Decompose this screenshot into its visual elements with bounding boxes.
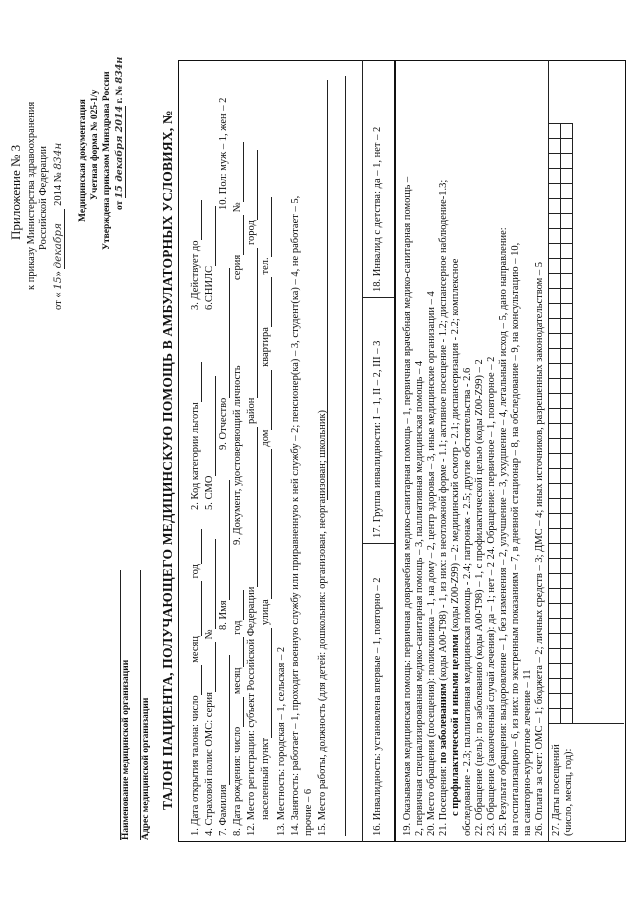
divider-mid bbox=[394, 60, 396, 842]
date-cell[interactable] bbox=[549, 289, 561, 304]
date-cell[interactable] bbox=[549, 484, 561, 499]
field-2 bbox=[190, 362, 202, 510]
field-10: 10. Пол: муж – 1, жен – 2 bbox=[218, 97, 229, 210]
date-cell[interactable] bbox=[561, 514, 573, 529]
line-21b bbox=[450, 259, 462, 816]
line-27b: (число, месяц, год): bbox=[563, 748, 574, 836]
date-cell[interactable] bbox=[549, 544, 561, 559]
date-cell[interactable] bbox=[561, 184, 573, 199]
field-8b-month-blank[interactable] bbox=[234, 637, 244, 667]
date-cell[interactable] bbox=[549, 184, 561, 199]
divider-17-18 bbox=[362, 297, 394, 298]
date-cell[interactable] bbox=[549, 649, 561, 664]
approved-number-prefix: г. № bbox=[115, 85, 125, 104]
field-7 bbox=[218, 655, 230, 836]
date-cell[interactable] bbox=[549, 154, 561, 169]
approved-date: 15 декабря 2014 bbox=[114, 105, 125, 199]
order-date-prefix: от « bbox=[53, 292, 64, 310]
date-cell[interactable] bbox=[549, 709, 561, 724]
date-cell[interactable] bbox=[561, 154, 573, 169]
field-3-label: 3. Действует до bbox=[190, 240, 201, 310]
date-cell[interactable] bbox=[561, 409, 573, 424]
date-cell[interactable] bbox=[549, 379, 561, 394]
date-cell[interactable] bbox=[549, 529, 561, 544]
field-12-region-blank[interactable] bbox=[248, 427, 258, 587]
field-12-city-label: город bbox=[246, 220, 257, 246]
field-9b-series bbox=[232, 142, 244, 280]
field-9b-no-label: № bbox=[232, 202, 243, 213]
date-cell[interactable] bbox=[561, 289, 573, 304]
field-4-label: 4. Страховой полис ОМС: серия bbox=[204, 692, 215, 836]
line-27a: 27. Даты посещений bbox=[551, 744, 562, 836]
field-4 bbox=[204, 539, 216, 836]
appendix-label: Приложение № 3 bbox=[8, 144, 23, 240]
field-1-label: 1. Дата открытия талона: число bbox=[190, 695, 201, 836]
date-cell[interactable] bbox=[561, 124, 573, 139]
order-line-2: Российской Федерации bbox=[38, 146, 49, 250]
line-21a-post: (коды А00-Т98) - 1, из них: в неотложной форме - 1.1; активное посещение - 1.2; диспансерное наблюдение-1.3; bbox=[438, 179, 449, 684]
field-1-day-blank[interactable] bbox=[192, 665, 202, 695]
date-cell[interactable] bbox=[549, 469, 561, 484]
date-cell[interactable] bbox=[549, 274, 561, 289]
approved-line bbox=[114, 57, 126, 210]
line-23: 23. Обращение (законченный случай лечения): да – 1; нет – 2 24. Обращение: первичное – 1, повторное – 2 bbox=[486, 356, 497, 836]
field-9b-series-blank[interactable] bbox=[234, 215, 244, 255]
field-12-street-blank[interactable] bbox=[262, 449, 272, 599]
field-9b-series-label: серия bbox=[232, 254, 243, 280]
date-cell[interactable] bbox=[561, 709, 573, 724]
date-cell[interactable] bbox=[561, 274, 573, 289]
field-8b-month-label: месяц bbox=[232, 667, 243, 695]
field-7-label: 7. Фамилия bbox=[218, 784, 229, 836]
date-cell[interactable] bbox=[561, 394, 573, 409]
date-cell[interactable] bbox=[561, 259, 573, 274]
field-5-blank[interactable] bbox=[206, 376, 216, 476]
field-4-series-blank[interactable] bbox=[206, 642, 216, 692]
field-12-phone-blank[interactable] bbox=[262, 197, 272, 257]
line-25b: на госпитализацию – 6, из них: по экстренным показаниям – 7, в дневной стационар – 8, на обследование – 9, на консультацию – 10, bbox=[510, 242, 521, 836]
date-cell[interactable] bbox=[549, 214, 561, 229]
date-cell[interactable] bbox=[561, 679, 573, 694]
field-9b bbox=[232, 366, 244, 546]
date-cell[interactable] bbox=[561, 169, 573, 184]
date-cell[interactable] bbox=[561, 319, 573, 334]
line-21c: обследование - 2.3; паллиативная медицинская помощь - 2.4; патронаж - 2.5; другие обстоятельства - 2.6 bbox=[462, 367, 473, 836]
field-2-label: 2. Код категории льготы bbox=[190, 402, 201, 510]
line-21a-bold: по заболеваниям bbox=[438, 683, 449, 764]
approved-by: Утверждена приказом Минздрава России bbox=[102, 71, 112, 250]
field-4-number-blank[interactable] bbox=[206, 539, 216, 629]
date-cell[interactable] bbox=[561, 649, 573, 664]
field-9a bbox=[218, 268, 230, 450]
line-21a bbox=[438, 180, 450, 836]
date-cell[interactable] bbox=[549, 499, 561, 514]
line-19b: 2, первичная специализированная медико-санитарная помощь – 3, паллиативная медицинская помощь – 4 bbox=[414, 360, 425, 836]
field-1 bbox=[190, 529, 202, 836]
visit-dates-row bbox=[561, 124, 573, 724]
order-month: декабря bbox=[52, 209, 65, 269]
field-3 bbox=[190, 201, 202, 311]
date-cell[interactable] bbox=[561, 199, 573, 214]
date-cell[interactable] bbox=[561, 214, 573, 229]
date-cell[interactable] bbox=[561, 544, 573, 559]
date-cell[interactable] bbox=[549, 199, 561, 214]
field-9b-label: 9. Документ, удостоверяющий личность bbox=[232, 365, 243, 545]
field-12-house-blank[interactable] bbox=[262, 370, 272, 430]
date-cell[interactable] bbox=[549, 454, 561, 469]
date-cell[interactable] bbox=[561, 454, 573, 469]
date-cell[interactable] bbox=[549, 229, 561, 244]
field-15: 15. Место работы, должность (для детей: дошкольник: организован, неорганизован; школьник) bbox=[317, 409, 328, 836]
date-cell[interactable] bbox=[561, 364, 573, 379]
divider-16-17 bbox=[362, 543, 394, 544]
date-cell[interactable] bbox=[561, 589, 573, 604]
field-15-blank[interactable] bbox=[327, 80, 328, 500]
date-cell[interactable] bbox=[549, 259, 561, 274]
date-cell[interactable] bbox=[549, 364, 561, 379]
field-12 bbox=[246, 150, 258, 836]
approved-number: 834н bbox=[114, 56, 125, 84]
line-25a: 25. Результат обращения: выздоровление – 1, без изменения – 2, улучшение – 3, ухудшение – 4, летальный исход – 5, дано направление: bbox=[498, 227, 509, 836]
field-1-month-blank[interactable] bbox=[192, 581, 202, 636]
approved-date-prefix: от bbox=[115, 200, 125, 210]
line-21a-pre: 21. Посещения: bbox=[438, 763, 449, 836]
date-cell[interactable] bbox=[549, 424, 561, 439]
date-cell[interactable] bbox=[561, 349, 573, 364]
field-6-blank[interactable] bbox=[206, 206, 216, 266]
date-cell[interactable] bbox=[561, 379, 573, 394]
visit-dates-row bbox=[549, 124, 561, 724]
field-12-house-label: дом bbox=[260, 429, 271, 447]
field-1-year-blank[interactable] bbox=[192, 529, 202, 564]
date-cell[interactable] bbox=[561, 694, 573, 709]
field-8b-year-label: год bbox=[232, 620, 243, 635]
field-12-district-blank[interactable] bbox=[248, 248, 258, 398]
field-4-no-label: № bbox=[204, 629, 215, 640]
field-9a-blank[interactable] bbox=[220, 268, 230, 398]
date-cell[interactable] bbox=[561, 304, 573, 319]
date-cell[interactable] bbox=[561, 619, 573, 634]
field-8 bbox=[218, 480, 230, 630]
date-cell[interactable] bbox=[561, 424, 573, 439]
field-5 bbox=[204, 376, 216, 510]
date-cell[interactable] bbox=[549, 574, 561, 589]
date-cell[interactable] bbox=[549, 589, 561, 604]
form-title: ТАЛОН ПАЦИЕНТА, ПОЛУЧАЮЩЕГО МЕДИЦИНСКУЮ ПОМОЩЬ В АМБУЛАТОРНЫХ УСЛОВИЯХ, № bbox=[160, 110, 175, 810]
date-cell[interactable] bbox=[549, 559, 561, 574]
date-cell[interactable] bbox=[561, 334, 573, 349]
divider-upper bbox=[362, 60, 363, 842]
field-17: 17. Группа инвалидности: I – 1, II – 2, III – 3 bbox=[372, 340, 383, 538]
field-12-city-blank[interactable] bbox=[248, 150, 258, 220]
field-8b-day-blank[interactable] bbox=[234, 697, 244, 727]
field-12-street-label: улица bbox=[260, 599, 271, 626]
field-8b-year-blank[interactable] bbox=[234, 591, 244, 621]
order-date-line: от « 15» декабря 2014 № 834н bbox=[52, 142, 64, 310]
line-20: 20. Место обращения (посещения): поликлиника – 1, на дому – 2, центр здоровья – 3, иные медицинские организации – 4 bbox=[426, 291, 437, 836]
date-cell[interactable] bbox=[561, 439, 573, 454]
date-cell[interactable] bbox=[549, 169, 561, 184]
date-cell[interactable] bbox=[561, 529, 573, 544]
date-cell[interactable] bbox=[561, 469, 573, 484]
date-cell[interactable] bbox=[549, 334, 561, 349]
line-22: 22. Обращение (цель): по заболеванию (коды А00-Т98) – 1, с профилактической целью (коды Z00-Z99) – 2 bbox=[474, 359, 485, 836]
order-day: 15 bbox=[52, 276, 64, 290]
doc-type: Медицинская документация bbox=[78, 99, 88, 222]
field-14-cont: прочие – 6 bbox=[303, 788, 314, 836]
order-year: 2014 № bbox=[53, 172, 64, 206]
date-cell[interactable] bbox=[549, 304, 561, 319]
date-cell[interactable] bbox=[549, 664, 561, 679]
field-7-blank[interactable] bbox=[220, 655, 230, 785]
date-cell[interactable] bbox=[549, 634, 561, 649]
field-8-label: 8. Имя bbox=[218, 600, 229, 630]
date-cell[interactable] bbox=[549, 139, 561, 154]
date-cell[interactable] bbox=[549, 409, 561, 424]
field-9b-number-blank[interactable] bbox=[234, 142, 244, 202]
date-cell[interactable] bbox=[561, 559, 573, 574]
date-cell[interactable] bbox=[561, 574, 573, 589]
field-16: 16. Инвалидность: установлена впервые – 1, повторно – 2 bbox=[372, 577, 383, 836]
field-6-label: 6.СНИЛС bbox=[204, 265, 215, 310]
date-cell[interactable] bbox=[549, 604, 561, 619]
date-cell[interactable] bbox=[561, 604, 573, 619]
field-12-settlement-label: населенный пункт bbox=[260, 737, 271, 820]
date-cell[interactable] bbox=[549, 349, 561, 364]
field-12-address bbox=[260, 197, 272, 820]
date-cell[interactable] bbox=[549, 514, 561, 529]
field-8b bbox=[232, 591, 244, 837]
date-cell[interactable] bbox=[561, 664, 573, 679]
field-12-apartment-label: квартира bbox=[260, 327, 271, 367]
field-5-label: 5. СМО bbox=[204, 475, 215, 510]
field-3-blank[interactable] bbox=[192, 201, 202, 241]
field-18: 18. Инвалид с детства: да – 1, нет – 2 bbox=[372, 126, 383, 292]
field-9a-label: 9. Отчество bbox=[218, 397, 229, 450]
form-number: Учетная форма № 025-1/у bbox=[90, 89, 100, 200]
date-cell[interactable] bbox=[561, 139, 573, 154]
date-cell[interactable] bbox=[549, 619, 561, 634]
field-8-blank[interactable] bbox=[220, 480, 230, 600]
date-cell[interactable] bbox=[549, 679, 561, 694]
org-address-label: Адрес медицинской организации bbox=[141, 697, 151, 840]
line-21b-bold: с профилактической и иными целями bbox=[450, 634, 461, 816]
field-15-blank-2[interactable] bbox=[345, 76, 346, 836]
field-14: 14. Занятость: работает – 1, проходит военную службу или приравненную к ней службу – 2; пенсионер(ка) – 3, студент(ка) – 4, не работает – 5, bbox=[290, 195, 301, 836]
date-cell[interactable] bbox=[549, 694, 561, 709]
date-cell[interactable] bbox=[561, 499, 573, 514]
field-12-apartment-blank[interactable] bbox=[262, 277, 272, 327]
date-cell[interactable] bbox=[561, 244, 573, 259]
date-cell[interactable] bbox=[549, 124, 561, 139]
field-12-settlement-blank[interactable] bbox=[262, 628, 272, 738]
visit-dates-grid[interactable] bbox=[548, 123, 573, 724]
date-cell[interactable] bbox=[549, 319, 561, 334]
order-number: 834н bbox=[52, 142, 64, 170]
visit-dates-table bbox=[548, 123, 573, 724]
line-21b-post: (коды Z00-Z99) – 2: медицинский осмотр - 2.1; диспансеризация - 2.2; комплексное bbox=[450, 258, 461, 635]
org-name-label: Наименование медицинской организации bbox=[121, 659, 131, 840]
field-12-phone-label: тел. bbox=[260, 257, 271, 275]
order-line-1: к приказу Министерства здравоохранения bbox=[26, 101, 37, 290]
date-cell[interactable] bbox=[561, 634, 573, 649]
line-25c: на санаторно-курортное лечение – 11 bbox=[522, 669, 533, 836]
line-19a: 19. Оказываемая медицинская помощь: первичная доврачебная медико-санитарная помощь – 1, первичная врачебная медико-санитарная помощь – bbox=[402, 176, 413, 836]
field-12-district-label: район bbox=[246, 397, 257, 425]
field-1-year-label: год bbox=[190, 564, 201, 579]
date-cell[interactable] bbox=[561, 229, 573, 244]
date-cell[interactable] bbox=[549, 244, 561, 259]
field-12-label: 12. Место регистрации: субъект Российской Федерации bbox=[246, 586, 257, 836]
date-cell[interactable] bbox=[549, 394, 561, 409]
field-13: 13. Местность: городская – 1, сельская – 2 bbox=[276, 646, 287, 836]
field-2-blank[interactable] bbox=[192, 362, 202, 402]
date-cell[interactable] bbox=[549, 439, 561, 454]
date-cell[interactable] bbox=[561, 484, 573, 499]
field-1-month-label: месяц bbox=[190, 636, 201, 663]
field-8b-label: 8. Дата рождения: число bbox=[232, 726, 243, 836]
line-26: 26. Оплата за счет: ОМС – 1; бюджета – 2; личных средств – 3; ДМС – 4; иных источников, разрешенных законодательством – 5 bbox=[534, 261, 545, 836]
field-6 bbox=[204, 206, 216, 310]
